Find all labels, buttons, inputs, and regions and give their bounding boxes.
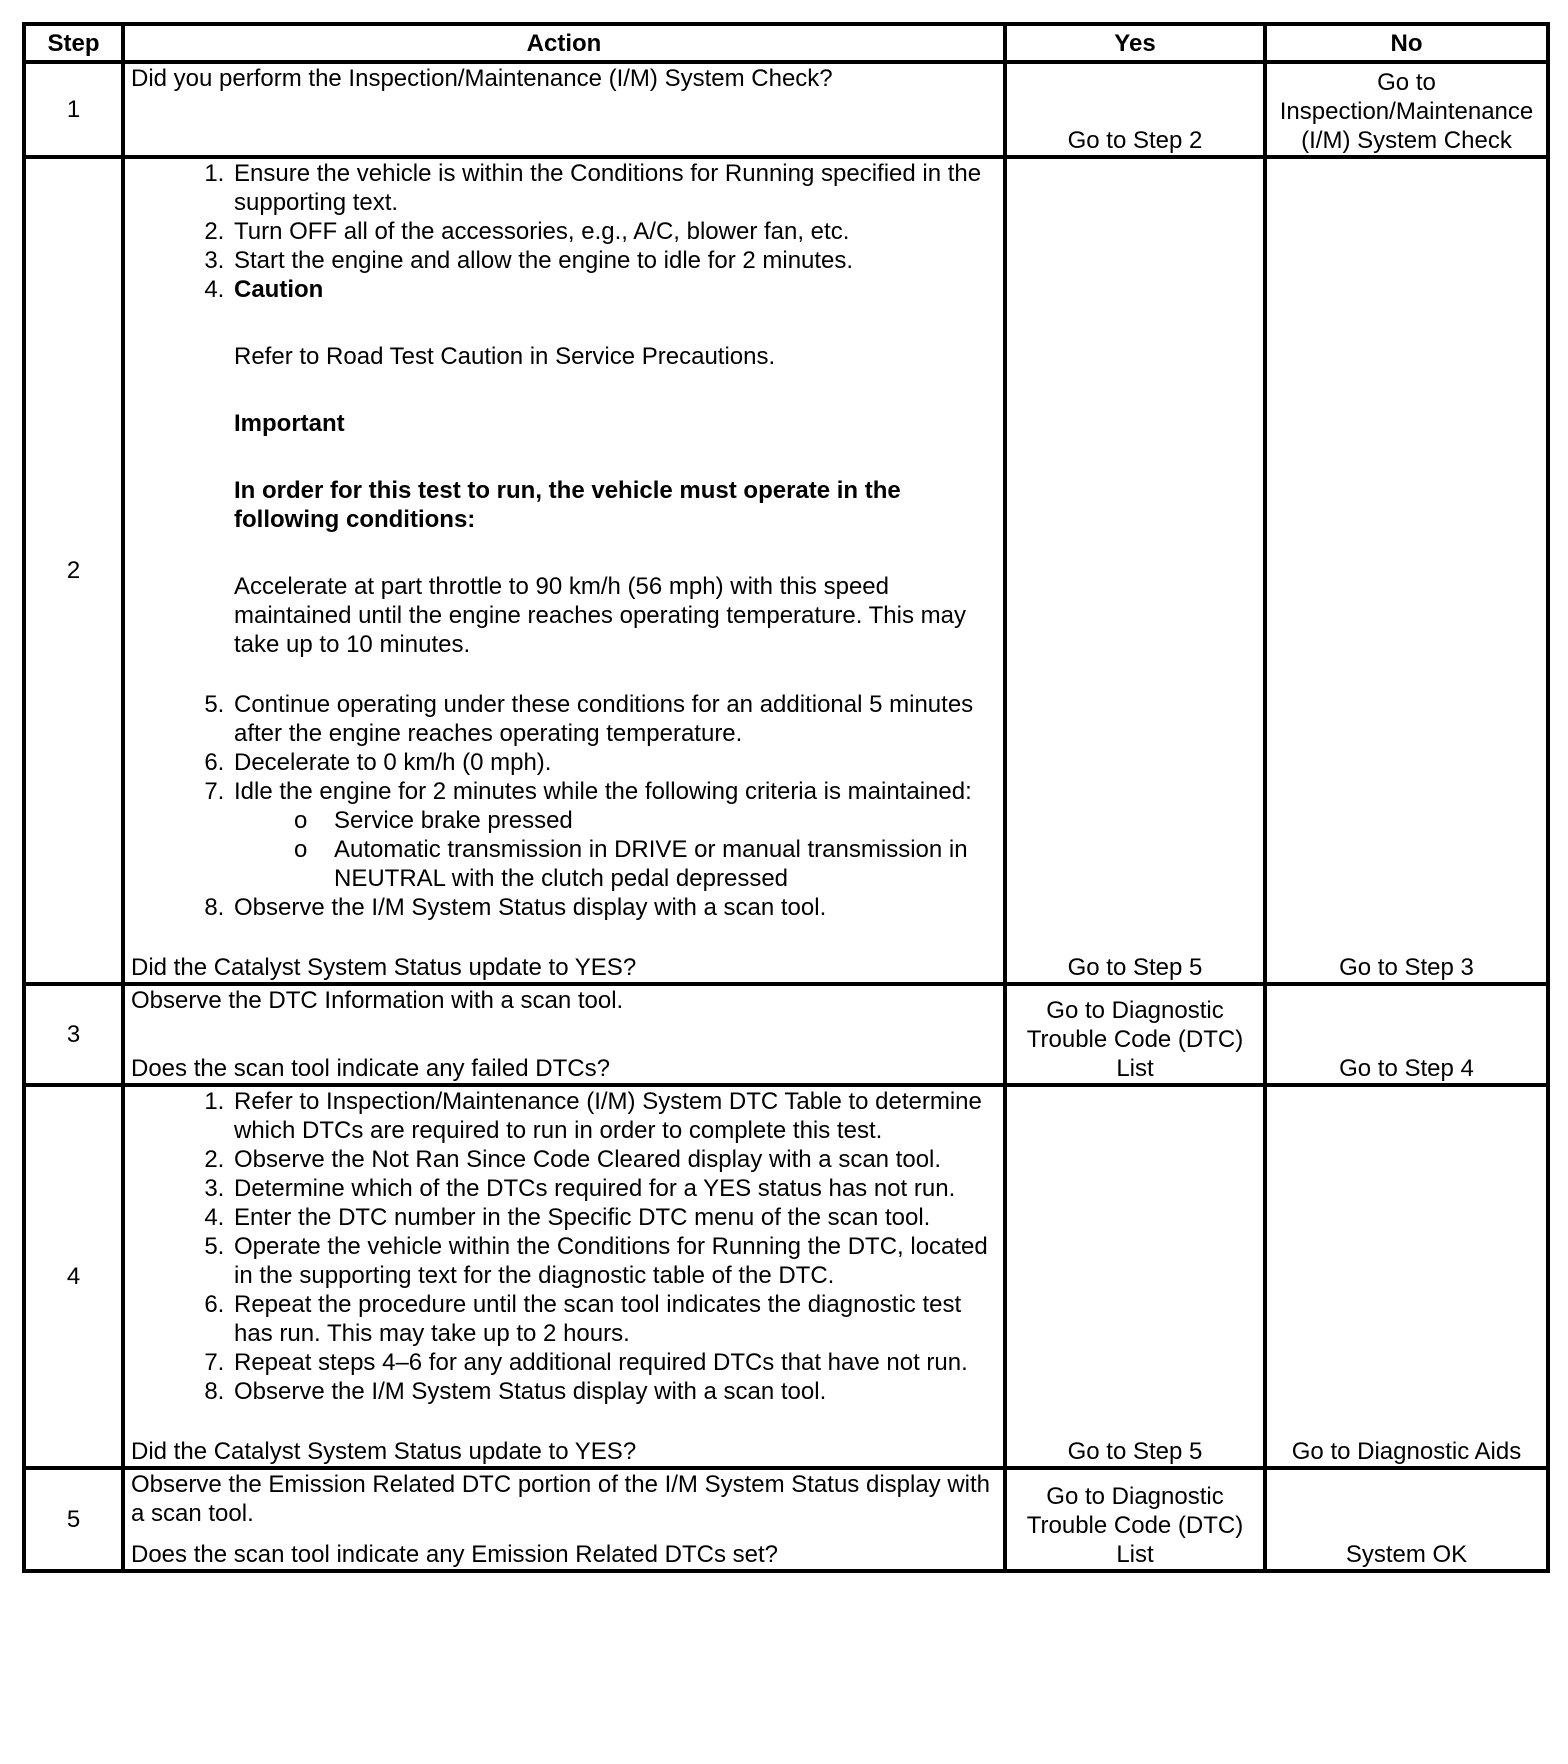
caution-text: Refer to Road Test Caution in Service Precautions. [234,343,776,370]
diagnostic-table [22,22,1550,1573]
procedure-list [131,159,997,922]
list-item: 8. Observe the I/M System Status display with a scan tool. [231,893,997,922]
step-question: Did the Catalyst System Status update to YES? [131,954,637,981]
procedure-list [131,1087,997,1406]
list-item: 6. Repeat the procedure until the scan tool indicates the diagnostic test has run. This may take up to 2 hours. [231,1290,997,1348]
step-number: 1 [24,62,123,157]
step-instruction: Observe the Emission Related DTC portion of the I/M System Status display with a scan tool. [131,1471,991,1527]
list-item: 1. Ensure the vehicle is within the Conditions for Running specified in the supporting text. [231,159,997,217]
action-cell [123,1468,1005,1571]
action-cell [123,1085,1005,1468]
no-link[interactable]: Go to Step 3 [1265,157,1548,984]
action-cell [123,62,1005,157]
action-cell [123,984,1005,1085]
important-detail: Accelerate at part throttle to 90 km/h (56 mph) with this speed maintained until the engine reaches operating temperature. This may take up to 10 minutes. [234,573,966,658]
step-number: 2 [24,157,123,984]
no-link[interactable]: Go to Inspection/Maintenance (I/M) System Check [1265,62,1548,157]
step-number: 3 [24,984,123,1085]
caution-label: Caution [234,276,324,303]
list-item-caution [231,275,997,659]
list-item [231,777,997,893]
no-link[interactable]: System OK [1265,1468,1548,1571]
list-item: 3. Start the engine and allow the engine to idle for 2 minutes. [231,246,997,275]
table-row [24,62,1548,157]
list-item: 3. Determine which of the DTCs required for a YES status has not run. [231,1174,997,1203]
list-item: 1. Refer to Inspection/Maintenance (I/M) System DTC Table to determine which DTCs are required to run in order to complete this test. [231,1087,997,1145]
list-item: 4. Enter the DTC number in the Specific DTC menu of the scan tool. [231,1203,997,1232]
criteria-item: o Automatic transmission in DRIVE or manual transmission in NEUTRAL with the clutch pedal depressed [294,835,997,893]
yes-link[interactable]: Go to Step 5 [1005,157,1265,984]
step-number: 4 [24,1085,123,1468]
header-yes: Yes [1005,24,1265,62]
table-row [24,984,1548,1085]
header-step: Step [24,24,123,62]
step-question: Did you perform the Inspection/Maintenance (I/M) System Check? [131,65,833,92]
criteria-list [234,806,997,893]
action-cell [123,157,1005,984]
list-item: 7. Repeat steps 4–6 for any additional required DTCs that have not run. [231,1348,997,1377]
list-item: 5. Operate the vehicle within the Conditions for Running the DTC, located in the supporting text for the diagnostic table of the DTC. [231,1232,997,1290]
table-header-row [24,24,1548,62]
list-item: 8. Observe the I/M System Status display with a scan tool. [231,1377,997,1406]
list-item: 2. Turn OFF all of the accessories, e.g., A/C, blower fan, etc. [231,217,997,246]
header-no: No [1265,24,1548,62]
list-item-text: Idle the engine for 2 minutes while the following criteria is maintained: [234,778,972,805]
list-item: 2. Observe the Not Ran Since Code Cleared display with a scan tool. [231,1145,997,1174]
yes-link[interactable]: Go to Step 5 [1005,1085,1265,1468]
step-instruction: Observe the DTC Information with a scan tool. [131,987,624,1014]
criteria-item: o Service brake pressed [294,806,997,835]
list-item: 5. Continue operating under these conditions for an additional 5 minutes after the engine reaches operating temperature. [231,690,997,748]
table-row [24,1085,1548,1468]
caution-block [234,342,997,659]
no-link[interactable]: Go to Diagnostic Aids [1265,1085,1548,1468]
table-row [24,1468,1548,1571]
header-action: Action [123,24,1005,62]
step-number: 5 [24,1468,123,1571]
yes-link[interactable]: Go to Step 2 [1005,62,1265,157]
important-label: Important [234,410,345,437]
yes-link[interactable]: Go to Diagnostic Trouble Code (DTC) List [1005,984,1265,1085]
important-text: In order for this test to run, the vehicle must operate in the following conditions: [234,477,901,533]
no-link[interactable]: Go to Step 4 [1265,984,1548,1085]
list-item: 6. Decelerate to 0 km/h (0 mph). [231,748,997,777]
step-question: Does the scan tool indicate any Emission Related DTCs set? [131,1541,778,1568]
step-question: Did the Catalyst System Status update to YES? [131,1438,637,1465]
yes-link[interactable]: Go to Diagnostic Trouble Code (DTC) List [1005,1468,1265,1571]
step-question: Does the scan tool indicate any failed DTCs? [131,1055,610,1082]
table-row [24,157,1548,984]
